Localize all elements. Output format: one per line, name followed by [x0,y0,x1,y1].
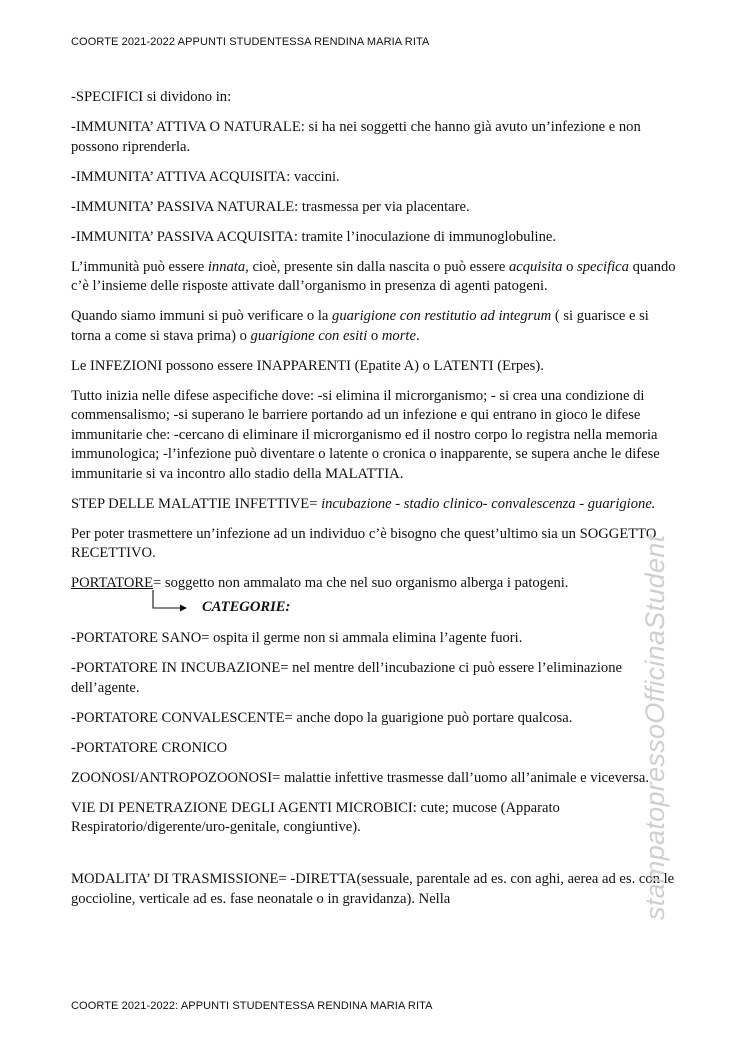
document-body [71,88,677,920]
paragraph-guarigione: Quando siamo immuni si può verificare o la guarigione con restitutio ad integrum ( si guarisce e si torna a come si stava prima) o guarigione con esiti o morte. [71,308,649,344]
paragraph-portatore-sano: -PORTATORE SANO= ospita il germe non si ammala elimina l’agente fuori. [71,630,523,646]
paragraph-passiva-acquisita: -IMMUNITA’ PASSIVA ACQUISITA: tramite l’inoculazione di immunoglobuline. [71,228,557,245]
bent-arrow-icon [151,590,191,616]
paragraph-attiva-acquisita: -IMMUNITA’ ATTIVA ACQUISITA: vaccini. [71,168,340,185]
paragraph-portatore-convalescente: -PORTATORE CONVALESCENTE= anche dopo la guarigione può portare qualcosa. [71,709,573,726]
paragraph-attiva-naturale: -IMMUNITA’ ATTIVA O NATURALE: si ha nei soggetti che hanno già avuto un’infezione e non possono riprenderla. [71,119,641,155]
paragraph-modalita-trasmissione: MODALITA’ DI TRASMISSIONE= -DIRETTA(sessuale, parentale ad es. con aghi, aerea ad es. con le goccioline, verticale ad es. fase neonatale o in gravidanza). Nella [71,871,675,907]
page-footer: COORTE 2021-2022: APPUNTI STUDENTESSA RENDINA MARIA RITA [71,1000,433,1012]
paragraph-soggetto-recettivo: Per poter trasmettere un’infezione ad un individuo c’è bisogno che quest’ultimo sia un SOGGETTO RECETTIVO. [71,525,657,561]
paragraph-portatore-incubazione: -PORTATORE IN INCUBAZIONE= nel mentre dell’incubazione ci può essere l’eliminazione dell’agente. [71,660,623,696]
categorie-heading: CATEGORIE: [202,599,291,615]
paragraph-portatore: PORTATORE= soggetto non ammalato ma che nel suo organismo alberga i patogeni. [71,575,569,591]
paragraph-vie-penetrazione: VIE DI PENETRAZIONE DEGLI AGENTI MICROBICI: cute; mucose (Apparato Respiratorio/digerente/uro-genitale, congiuntive). [71,799,560,835]
paragraph-immunita: L’immunità può essere innata, cioè, presente sin dalla nascita o può essere acquisita o specifica quando c’è l’insieme delle risposte attivate dall’organismo in presenza di agenti patogeni. [71,258,676,294]
paragraph-zoonosi: ZOONOSI/ANTROPOZOONOSI= malattie infettive trasmesse dall’uomo all’animale e viceversa. [71,769,650,786]
categorie-line [71,598,677,618]
paragraph-specifici: -SPECIFICI si dividono in: [71,89,232,105]
watermark: stampatopressoOfficinaStudent [640,534,670,920]
paragraph-infezioni: Le INFEZIONI possono essere INAPPARENTI (Epatite A) o LATENTI (Erpes). [71,357,544,374]
paragraph-passiva-naturale: -IMMUNITA’ PASSIVA NATURALE: trasmessa per via placentare. [71,198,470,215]
paragraph-step-malattie: STEP DELLE MALATTIE INFETTIVE= incubazione - stadio clinico- convalescenza - guarigione. [71,495,656,512]
paragraph-difese: Tutto inizia nelle difese aspecifiche dove: -si elimina il microrganismo; - si crea una condizione di commensalismo; -si superano le barriere portando ad un infezione e qui entrano in gioco le difese immunitarie che: -cercano di eliminare il microrganismo ed il nostro corpo lo registra nella memoria immunologica; -l’infezione può diventare o latente o cronica o inapparente, se supera anche le difese immunitarie si va incontro allo stadio della MALATTIA. [71,387,660,482]
page-header: COORTE 2021-2022 APPUNTI STUDENTESSA RENDINA MARIA RITA [71,36,430,48]
paragraph-portatore-cronico: -PORTATORE CRONICO [71,739,228,756]
